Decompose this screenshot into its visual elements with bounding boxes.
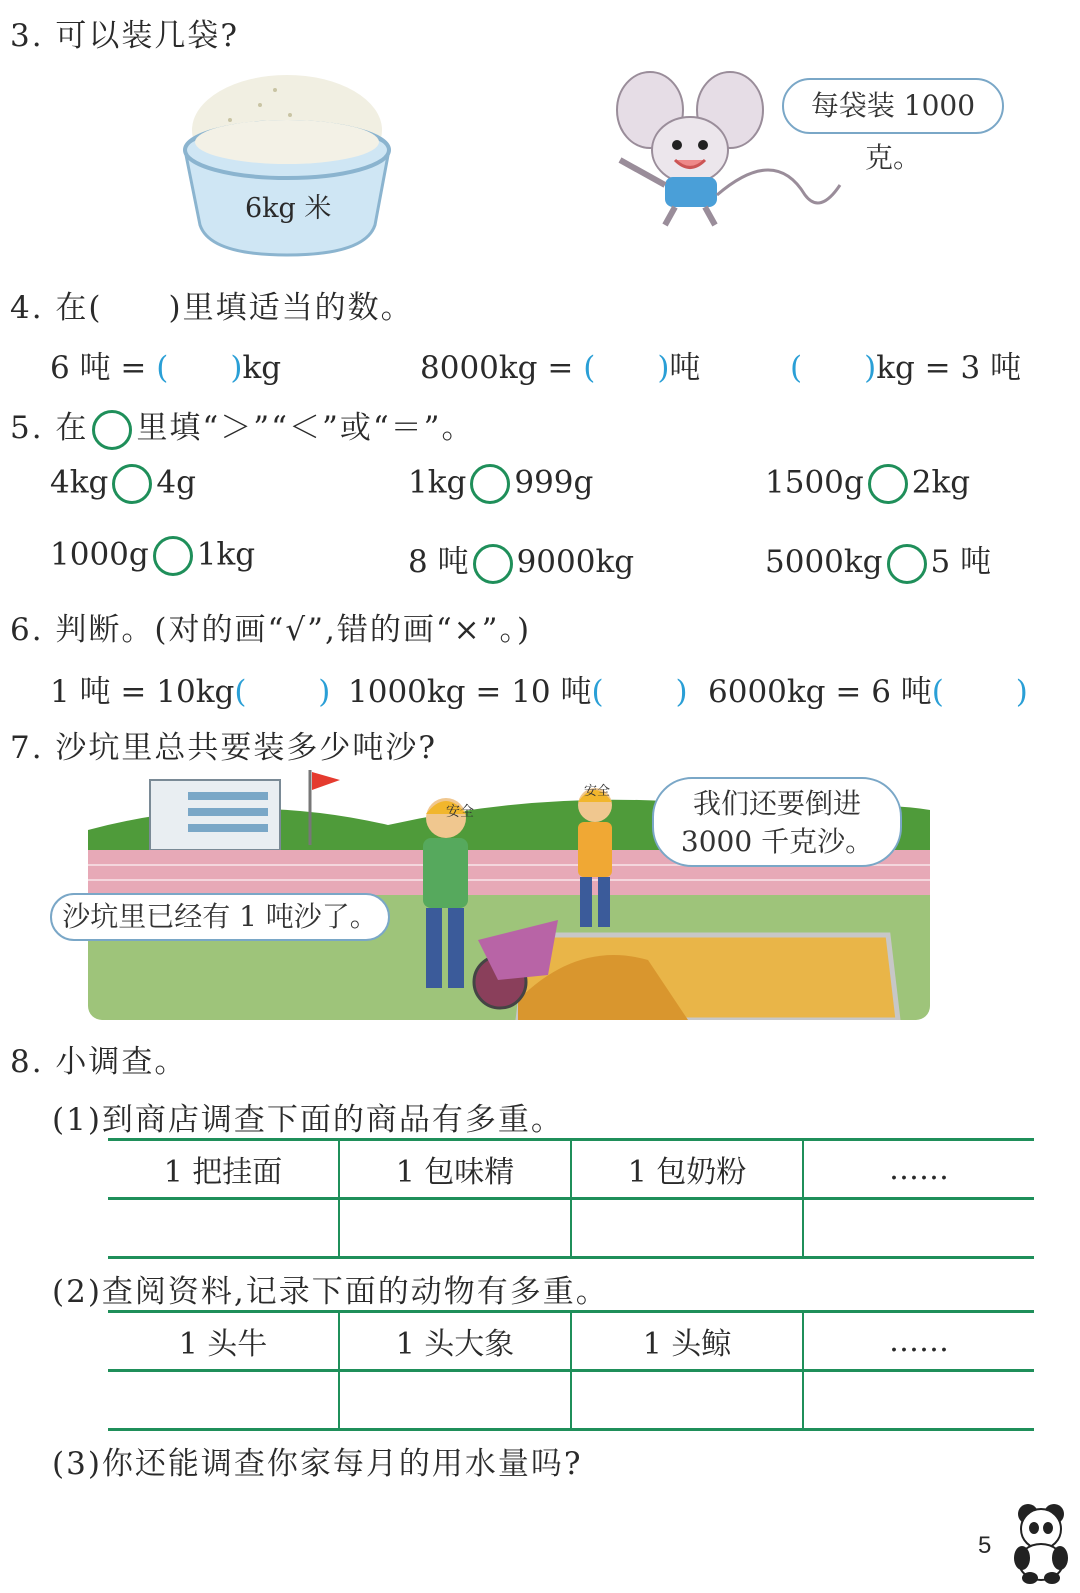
q4-item-2-post: 吨 bbox=[669, 350, 701, 386]
q5-item-right: 4g bbox=[156, 464, 196, 501]
q3-title: 3. 可以装几袋? bbox=[10, 18, 240, 54]
q5-item-left: 1500g bbox=[765, 464, 864, 501]
q8-title: 8. 小调查。 bbox=[10, 1044, 188, 1080]
q5-item-4 bbox=[50, 536, 255, 576]
table-answer-cell[interactable] bbox=[339, 1371, 571, 1430]
table-header-cell: 1 头大象 bbox=[339, 1312, 571, 1371]
table-header-cell: 1 把挂面 bbox=[108, 1140, 339, 1199]
speech-left-text: 沙坑里已经有 1 吨沙了。 bbox=[62, 900, 378, 933]
q5-item-left: 5000kg bbox=[765, 544, 883, 580]
q5-title bbox=[10, 402, 475, 450]
q5-item-right: 999g bbox=[514, 464, 594, 501]
q4-item-1-pre: 6 吨 = bbox=[50, 350, 157, 386]
page-number: 5 bbox=[978, 1532, 992, 1559]
q6-item-2 bbox=[348, 666, 688, 711]
q6-blank[interactable]: ( ) bbox=[931, 674, 1028, 710]
q6-item-text: 1 吨 = 10kg bbox=[50, 674, 235, 710]
q4-blank-1[interactable]: ( ) bbox=[156, 350, 243, 386]
q4-blank-3[interactable]: ( ) bbox=[790, 350, 877, 386]
q5-item-right: 5 吨 bbox=[930, 544, 992, 580]
q5-title-post: 里填“＞”“＜”或“＝”。 bbox=[136, 410, 475, 446]
q5-item-left: 4kg bbox=[50, 464, 109, 501]
q4-item-2 bbox=[420, 342, 700, 387]
q6-item-text: 1000kg = 10 吨 bbox=[348, 674, 592, 710]
helmet-label-right: 安全 bbox=[584, 784, 611, 799]
q6-title: 6. 判断。(对的画“√”,错的画“×”。) bbox=[10, 612, 532, 648]
table-header-cell: 1 包奶粉 bbox=[571, 1140, 803, 1199]
compare-circle-input[interactable] bbox=[153, 536, 193, 576]
q5-item-left: 1kg bbox=[408, 464, 467, 501]
survey-table-goods bbox=[108, 1138, 1034, 1259]
q6-blank[interactable]: ( ) bbox=[234, 674, 331, 710]
q4-item-1-post: kg bbox=[242, 350, 282, 386]
q8-sub1: (1)到商店调查下面的商品有多重。 bbox=[52, 1102, 564, 1138]
q5-item-1 bbox=[50, 464, 196, 504]
helmet-label-left: 安全 bbox=[446, 804, 474, 820]
q6-item-1 bbox=[50, 666, 330, 711]
q5-title-pre: 5. 在 bbox=[10, 410, 89, 446]
q5-item-3 bbox=[765, 464, 970, 504]
table-answer-cell[interactable] bbox=[339, 1199, 571, 1258]
q4-item-3-post: kg = 3 吨 bbox=[876, 350, 1022, 386]
q4-item-1 bbox=[50, 342, 281, 387]
compare-circle-input[interactable] bbox=[868, 464, 908, 504]
q6-blank[interactable]: ( ) bbox=[591, 674, 688, 710]
speech-bubble-right bbox=[652, 777, 902, 867]
table-answer-cell[interactable] bbox=[803, 1371, 1034, 1430]
table-header-cell: …… bbox=[803, 1312, 1034, 1371]
q4-item-3 bbox=[790, 342, 1021, 387]
panda-icon bbox=[1008, 1496, 1072, 1586]
table-answer-cell[interactable] bbox=[571, 1199, 803, 1258]
q5-item-right: 2kg bbox=[911, 464, 971, 501]
table-header-cell: …… bbox=[803, 1140, 1034, 1199]
q5-item-right: 1kg bbox=[196, 536, 256, 573]
compare-circle-input[interactable] bbox=[470, 464, 510, 504]
table-answer-cell[interactable] bbox=[108, 1371, 339, 1430]
mouse-speech-bubble bbox=[782, 78, 1004, 174]
speech-bubble-left bbox=[50, 893, 390, 941]
table-answer-cell[interactable] bbox=[803, 1199, 1034, 1258]
q4-item-2-pre: 8000kg = bbox=[420, 350, 584, 386]
q5-item-5 bbox=[408, 536, 634, 584]
q5-item-2 bbox=[408, 464, 593, 504]
mouse-speech-text: 每袋装 1000 克。 bbox=[810, 89, 976, 174]
survey-table-animals bbox=[108, 1310, 1034, 1431]
rice-label: 6kg 米 bbox=[245, 193, 332, 224]
q6-item-text: 6000kg = 6 吨 bbox=[708, 674, 932, 710]
q8-sub3: (3)你还能调查你家每月的用水量吗? bbox=[52, 1446, 583, 1482]
q4-blank-2[interactable]: ( ) bbox=[583, 350, 670, 386]
q5-item-left: 8 吨 bbox=[408, 544, 469, 580]
table-answer-cell[interactable] bbox=[108, 1199, 339, 1258]
q6-item-3 bbox=[708, 666, 1028, 711]
q7-title: 7. 沙坑里总共要装多少吨沙? bbox=[10, 730, 438, 766]
q8-sub2: (2)查阅资料,记录下面的动物有多重。 bbox=[52, 1274, 609, 1310]
q4-title: 4. 在( )里填适当的数。 bbox=[10, 290, 414, 326]
compare-circle-input[interactable] bbox=[887, 544, 927, 584]
rice-bowl-illustration bbox=[170, 50, 410, 260]
speech-right-line1: 我们还要倒进 bbox=[692, 787, 861, 820]
speech-right-line2: 3000 千克沙。 bbox=[680, 825, 874, 858]
table-header-cell: 1 头牛 bbox=[108, 1312, 339, 1371]
compare-circle-icon bbox=[92, 410, 132, 450]
compare-circle-input[interactable] bbox=[473, 544, 513, 584]
compare-circle-input[interactable] bbox=[112, 464, 152, 504]
q5-item-6 bbox=[765, 536, 991, 584]
table-header-cell: 1 包味精 bbox=[339, 1140, 571, 1199]
q5-item-right: 9000kg bbox=[516, 544, 635, 580]
table-header-cell: 1 头鲸 bbox=[571, 1312, 803, 1371]
q5-item-left: 1000g bbox=[50, 536, 149, 573]
table-answer-cell[interactable] bbox=[571, 1371, 803, 1430]
